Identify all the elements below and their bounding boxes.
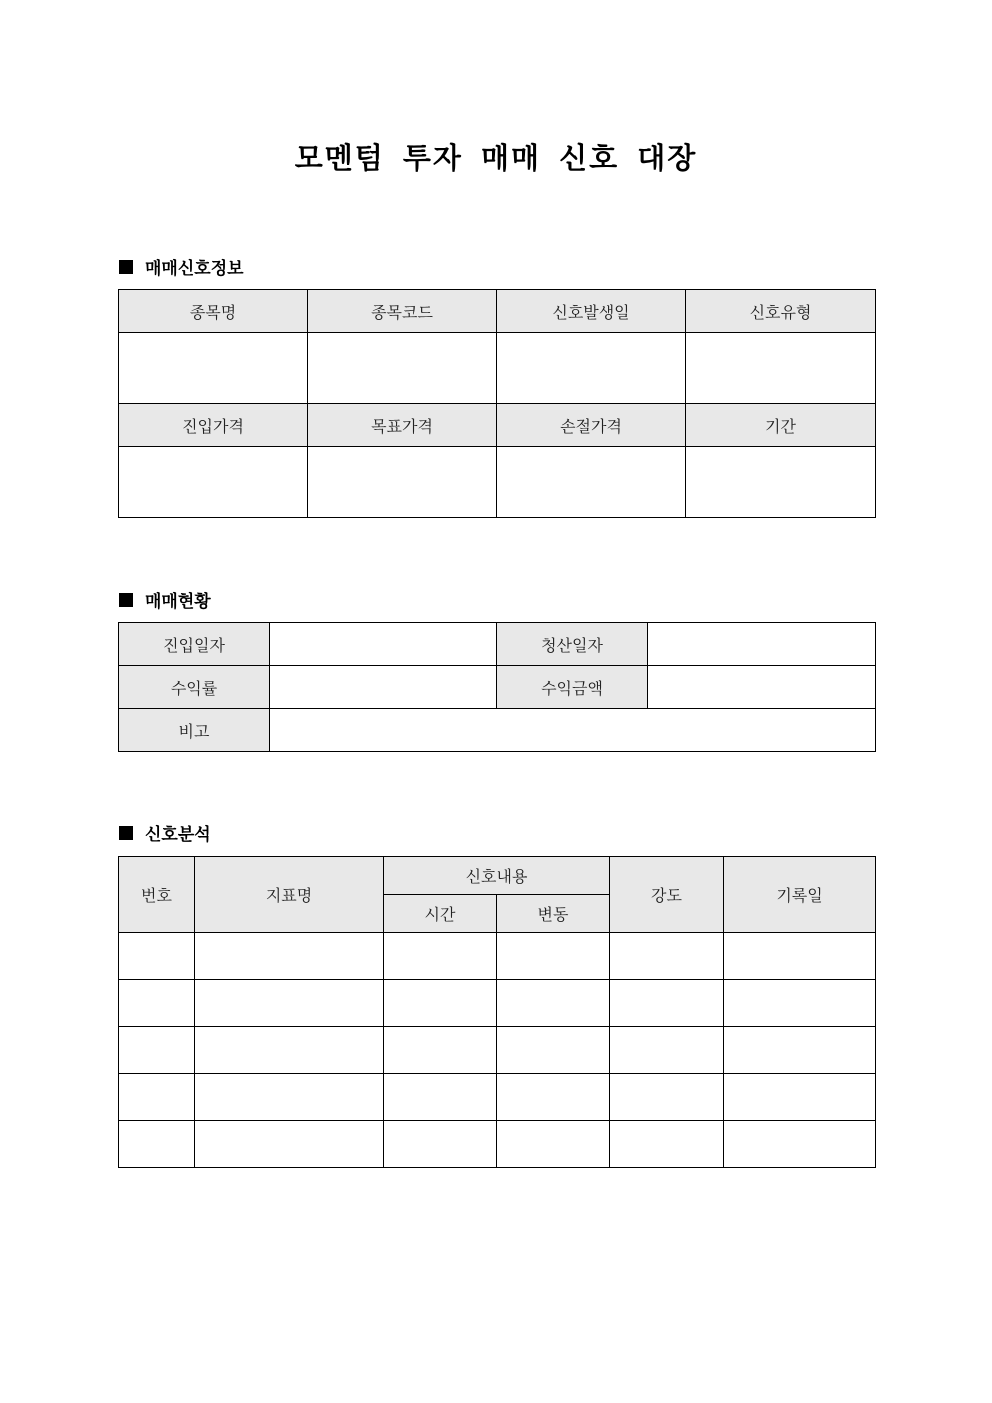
record-date-cell[interactable]	[724, 1074, 876, 1121]
strength-cell[interactable]	[610, 1074, 724, 1121]
header-signal-type: 신호유형	[686, 290, 876, 333]
time-cell[interactable]	[384, 1121, 497, 1168]
signal-date-field[interactable]	[497, 333, 686, 404]
section-title: 매매신호정보	[145, 259, 244, 279]
number-cell[interactable]	[119, 933, 195, 980]
indicator-cell[interactable]	[195, 933, 384, 980]
change-cell[interactable]	[497, 933, 610, 980]
header-entry-price: 진입가격	[119, 404, 308, 447]
indicator-cell[interactable]	[195, 980, 384, 1027]
section-heading-trade-status	[119, 587, 211, 612]
period-field[interactable]	[686, 447, 876, 518]
trade-status-table	[118, 622, 876, 752]
time-cell[interactable]	[384, 980, 497, 1027]
header-indicator-name: 지표명	[195, 857, 384, 933]
header-period: 기간	[686, 404, 876, 447]
header-stop-loss-price: 손절가격	[497, 404, 686, 447]
target-price-field[interactable]	[308, 447, 497, 518]
table-row	[119, 1074, 876, 1121]
record-date-cell[interactable]	[724, 1027, 876, 1074]
header-record-date: 기록일	[724, 857, 876, 933]
table-row	[119, 1121, 876, 1168]
strength-cell[interactable]	[610, 980, 724, 1027]
header-number: 번호	[119, 857, 195, 933]
record-date-cell[interactable]	[724, 933, 876, 980]
header-time: 시간	[384, 895, 497, 933]
indicator-cell[interactable]	[195, 1121, 384, 1168]
entry-price-field[interactable]	[119, 447, 308, 518]
time-cell[interactable]	[384, 1074, 497, 1121]
table-row	[119, 933, 876, 980]
signal-analysis-table	[118, 856, 876, 1168]
square-bullet-icon	[119, 593, 133, 607]
header-change: 변동	[497, 895, 610, 933]
profit-amount-field[interactable]	[648, 666, 876, 709]
header-signal-content: 신호내용	[384, 857, 610, 895]
label-entry-date: 진입일자	[119, 623, 270, 666]
table-row	[119, 1027, 876, 1074]
exit-date-field[interactable]	[648, 623, 876, 666]
number-cell[interactable]	[119, 1121, 195, 1168]
section-heading-signal-analysis	[119, 820, 211, 845]
label-remarks: 비고	[119, 709, 270, 752]
entry-date-field[interactable]	[270, 623, 497, 666]
time-cell[interactable]	[384, 933, 497, 980]
number-cell[interactable]	[119, 1074, 195, 1121]
stock-code-field[interactable]	[308, 333, 497, 404]
header-stock-name: 종목명	[119, 290, 308, 333]
remarks-field[interactable]	[270, 709, 876, 752]
signal-type-field[interactable]	[686, 333, 876, 404]
change-cell[interactable]	[497, 1027, 610, 1074]
header-signal-date: 신호발생일	[497, 290, 686, 333]
indicator-cell[interactable]	[195, 1027, 384, 1074]
label-profit-amount: 수익금액	[497, 666, 648, 709]
header-target-price: 목표가격	[308, 404, 497, 447]
strength-cell[interactable]	[610, 1027, 724, 1074]
indicator-cell[interactable]	[195, 1074, 384, 1121]
label-exit-date: 청산일자	[497, 623, 648, 666]
stock-name-field[interactable]	[119, 333, 308, 404]
section-heading-signal-info	[119, 254, 244, 279]
number-cell[interactable]	[119, 980, 195, 1027]
return-rate-field[interactable]	[270, 666, 497, 709]
strength-cell[interactable]	[610, 1121, 724, 1168]
table-row	[119, 980, 876, 1027]
stop-loss-price-field[interactable]	[497, 447, 686, 518]
strength-cell[interactable]	[610, 933, 724, 980]
square-bullet-icon	[119, 826, 133, 840]
square-bullet-icon	[119, 260, 133, 274]
page-title: 모멘텀 투자 매매 신호 대장	[294, 141, 698, 175]
record-date-cell[interactable]	[724, 980, 876, 1027]
change-cell[interactable]	[497, 1074, 610, 1121]
change-cell[interactable]	[497, 980, 610, 1027]
section-title: 신호분석	[145, 825, 211, 845]
signal-info-table	[118, 289, 876, 518]
change-cell[interactable]	[497, 1121, 610, 1168]
header-stock-code: 종목코드	[308, 290, 497, 333]
number-cell[interactable]	[119, 1027, 195, 1074]
section-title: 매매현황	[145, 592, 211, 612]
header-strength: 강도	[610, 857, 724, 933]
record-date-cell[interactable]	[724, 1121, 876, 1168]
label-return-rate: 수익률	[119, 666, 270, 709]
time-cell[interactable]	[384, 1027, 497, 1074]
